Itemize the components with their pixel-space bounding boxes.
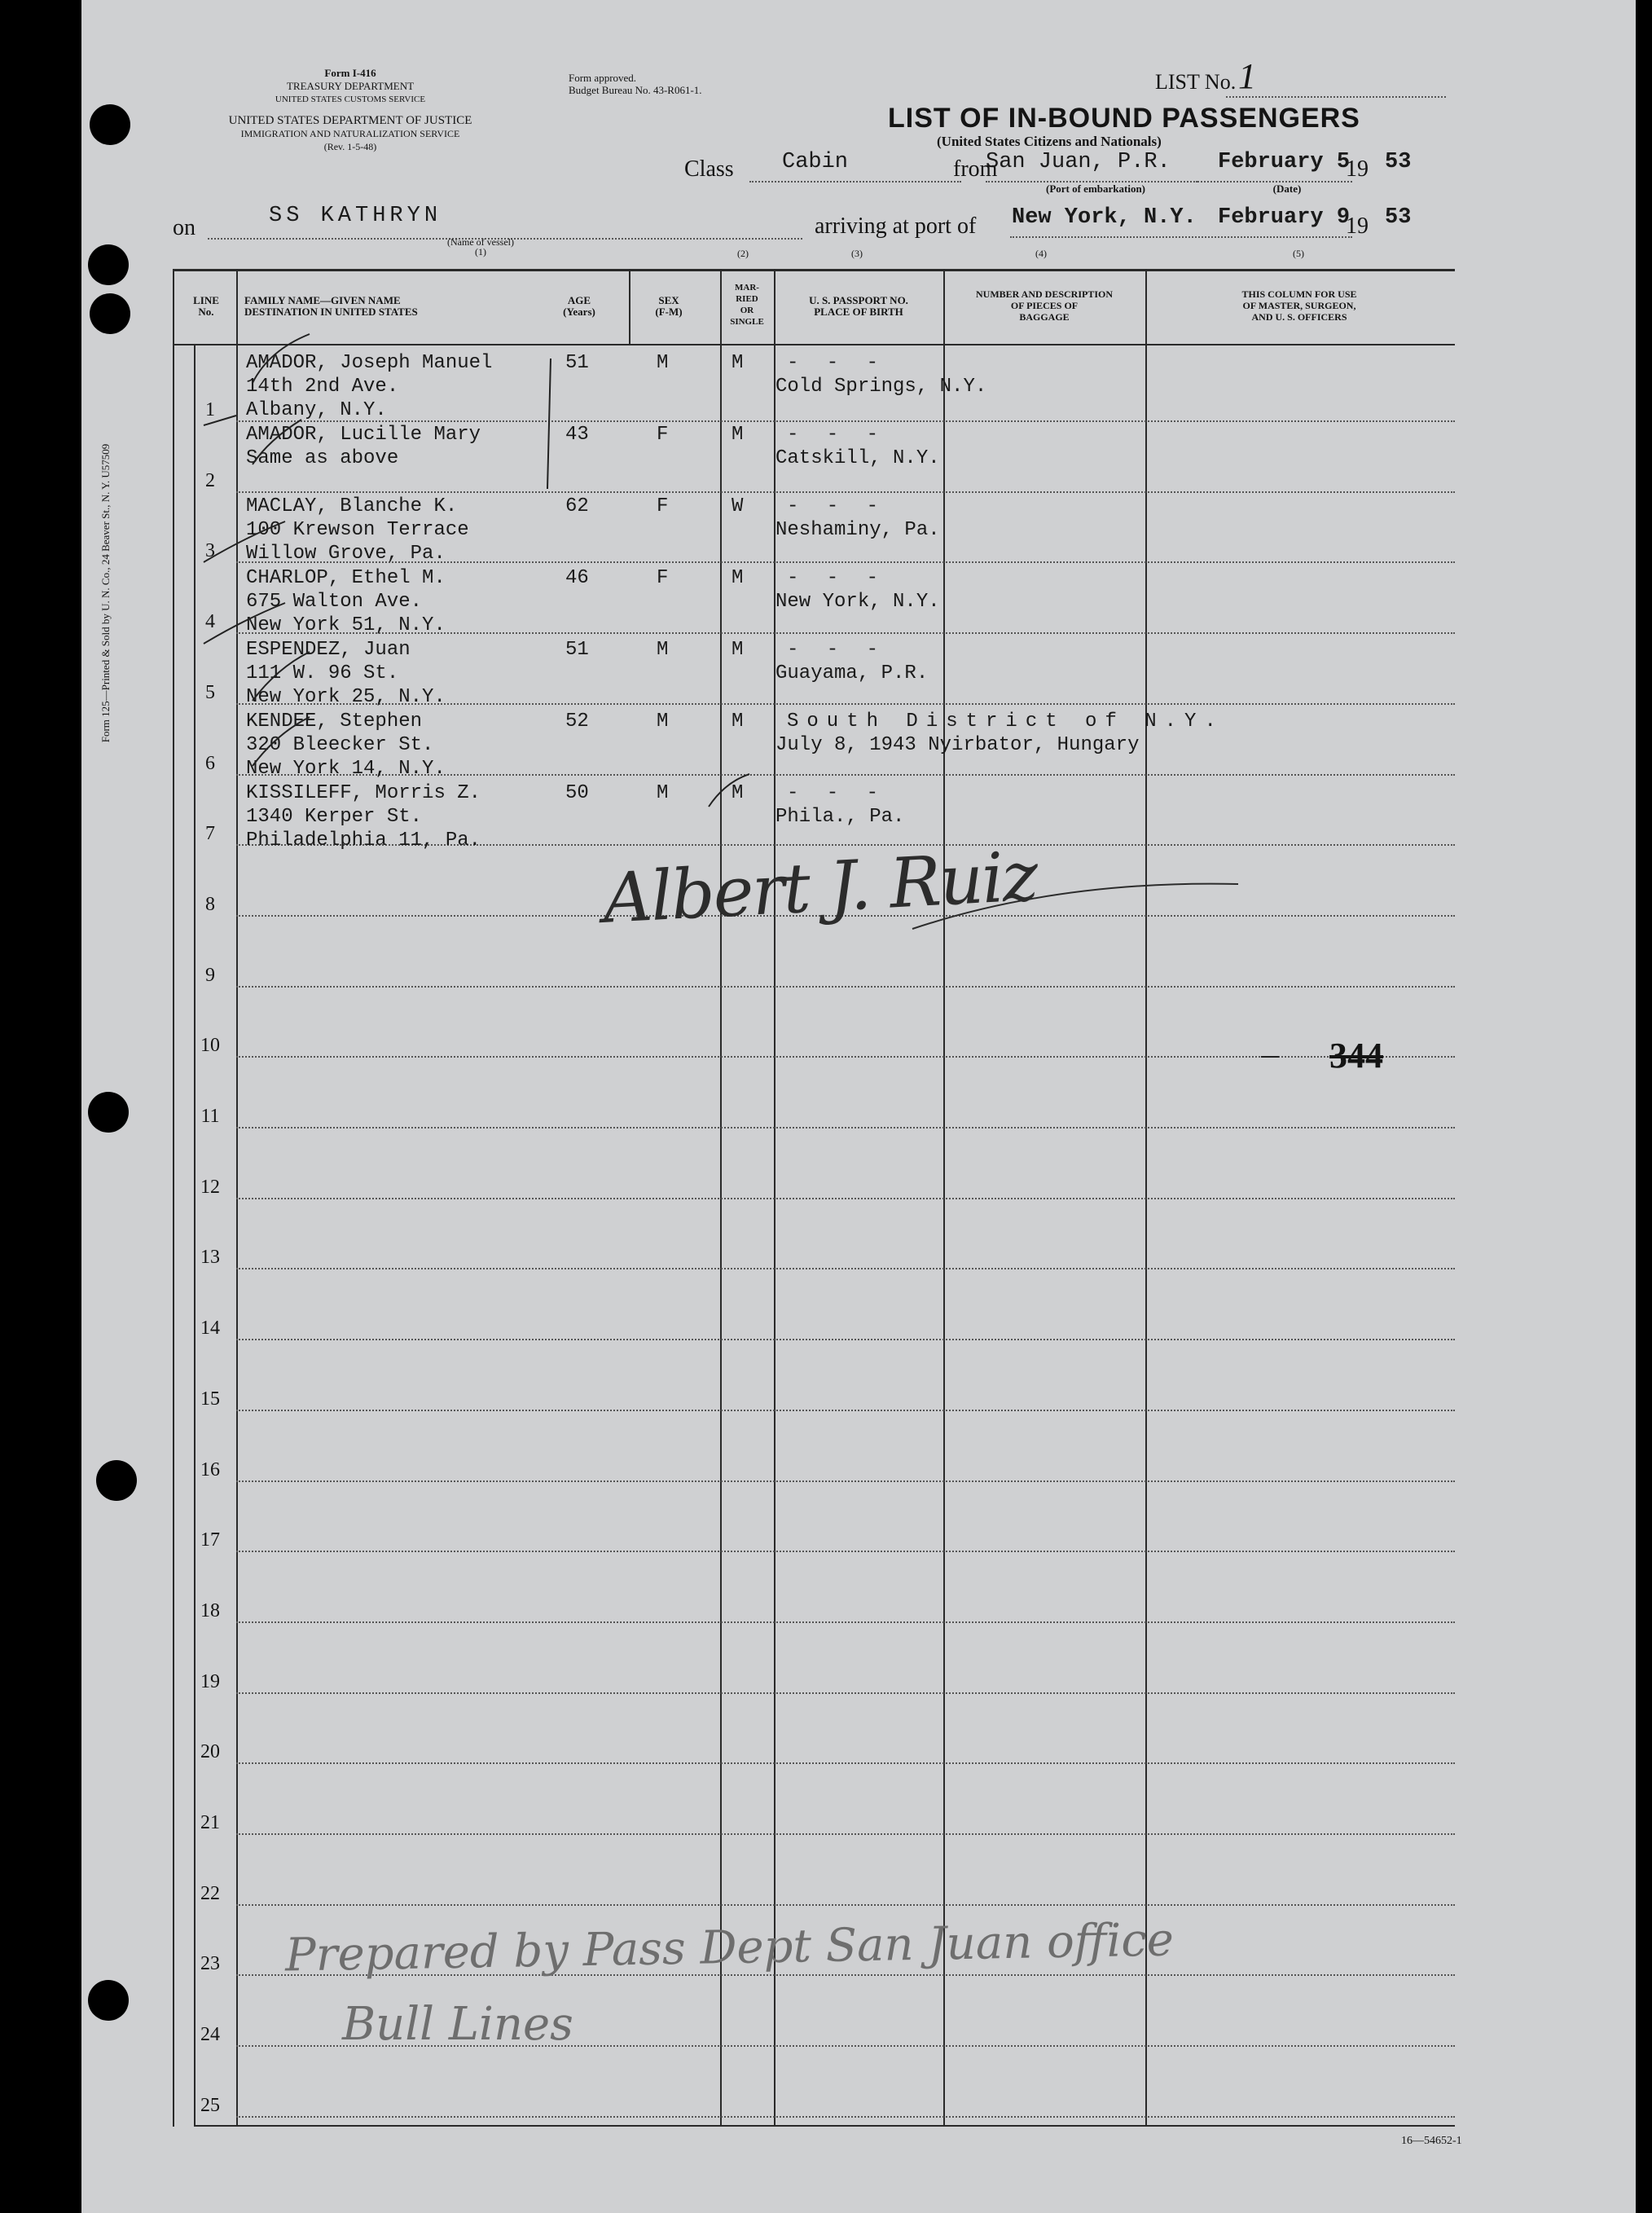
passenger-name: CHARLOP, Ethel M.: [246, 567, 446, 589]
passenger-address-1: 100 Krewson Terrace: [246, 519, 469, 541]
col-head-baggage: NUMBER AND DESCRIPTION OF PIECES OF BAGGAGE: [975, 288, 1114, 323]
check-mark: [204, 416, 236, 425]
date-caption: (Date): [1272, 183, 1302, 195]
passenger-name: KENDEE, Stephen: [246, 711, 423, 733]
row-number: 12: [200, 1176, 220, 1198]
passenger-passport: - - -: [787, 352, 887, 374]
row-number: 14: [200, 1318, 220, 1340]
officer-signature: Albert J. Ruiz: [600, 836, 1039, 939]
col5-num: (5): [1293, 248, 1304, 259]
passenger-address-2: New York 25, N.Y.: [246, 686, 446, 708]
passenger-address-1: 111 W. 96 St.: [246, 662, 399, 684]
tick-mark: [253, 652, 310, 701]
row-number: 2: [205, 469, 215, 491]
tick-mark: [204, 521, 285, 562]
row-number: 15: [200, 1388, 220, 1410]
col-head-married: MAR- RIED OR SINGLE: [730, 283, 764, 327]
class-value: Cabin: [782, 150, 849, 174]
passenger-name: AMADOR, Lucille Mary: [246, 424, 481, 446]
list-no-value: 1: [1238, 56, 1256, 96]
passenger-age: 62: [565, 495, 589, 517]
col-head-name: FAMILY NAME—GIVEN NAME DESTINATION IN UNITED STATES: [244, 294, 418, 318]
passenger-birthplace: Neshaminy, Pa.: [775, 519, 940, 541]
passenger-passport: - - -: [787, 495, 887, 517]
list-no-label: LIST No.: [1155, 70, 1237, 94]
passenger-name: ESPENDEZ, Juan: [246, 639, 411, 661]
passenger-age: 51: [565, 352, 589, 374]
col4-num: (4): [1035, 248, 1047, 259]
passenger-passport: - - -: [787, 639, 887, 661]
on-label: on: [173, 215, 196, 240]
departure-date: February 5: [1218, 150, 1351, 174]
passenger-name: KISSILEFF, Morris Z.: [246, 782, 481, 804]
passenger-address-2: Philadelphia 11, Pa.: [246, 829, 481, 851]
row-number: 9: [205, 964, 215, 986]
vessel-name: SS KATHRYN: [269, 204, 442, 228]
passenger-address-2: Willow Grove, Pa.: [246, 543, 446, 565]
passenger-passport: South District of N.Y.: [787, 711, 1224, 733]
passenger-marital: M: [732, 424, 744, 446]
col-head-officers: THIS COLUMN FOR USE OF MASTER, SURGEON, AND U. S. OFFICERS: [1241, 288, 1357, 323]
vessel-col-num: (1): [475, 246, 486, 257]
passenger-birthplace: Guayama, P.R.: [775, 662, 929, 684]
passenger-marital: M: [732, 782, 744, 804]
year-prefix: 19: [1346, 156, 1369, 182]
stamp-dash: [1261, 1056, 1279, 1058]
handwritten-note-line1: Prepared by Pass Dept San Juan office: [284, 1913, 1175, 1982]
passenger-birthplace: Phila., Pa.: [775, 806, 905, 828]
row-number: 21: [200, 1812, 220, 1833]
passenger-age: 52: [565, 711, 589, 733]
passenger-address-1: 675 Walton Ave.: [246, 591, 423, 613]
passenger-sex: M: [657, 639, 669, 661]
stamp-number: 344: [1329, 1036, 1383, 1076]
row-number: 20: [200, 1741, 220, 1763]
page-title: LIST OF IN-BOUND PASSENGERS: [888, 103, 1360, 134]
class-label: Class: [684, 156, 734, 182]
tick-mark: [253, 420, 301, 464]
year-value: 53: [1385, 150, 1412, 174]
passenger-marital: M: [732, 352, 744, 374]
passenger-address-2: Albany, N.Y.: [246, 399, 387, 421]
col-head-passport: U. S. PASSPORT NO. PLACE OF BIRTH: [809, 294, 908, 318]
passenger-birthplace: Catskill, N.Y.: [775, 447, 940, 469]
treasury-dept: TREASURY DEPARTMENT: [286, 80, 415, 92]
customs-service: UNITED STATES CUSTOMS SERVICE: [275, 95, 426, 104]
passenger-birthplace: New York, N.Y.: [775, 591, 940, 613]
passenger-sex: F: [657, 495, 669, 517]
revision: (Rev. 1-5-48): [323, 141, 377, 152]
row-number: 11: [200, 1106, 220, 1127]
col2-num: (2): [737, 248, 749, 259]
row-number: 18: [200, 1599, 220, 1621]
passenger-address-1: 320 Bleecker St.: [246, 734, 434, 756]
handwritten-note-line2: Bull Lines: [342, 1998, 573, 2051]
passenger-marital: M: [732, 639, 744, 661]
passenger-marital: M: [732, 567, 744, 589]
row-number: 19: [200, 1670, 220, 1692]
row-number: 24: [200, 2024, 220, 2046]
passenger-sex: F: [657, 567, 669, 589]
col3-num: (3): [851, 248, 863, 259]
tick-mark: [204, 603, 285, 644]
passenger-sex: M: [657, 352, 669, 374]
side-imprint: Form 125—Printed & Sold by U. N. Co., 24 Beaver St., N. Y. U57509: [99, 443, 112, 743]
passenger-address-2: New York 51, N.Y.: [246, 614, 446, 636]
arrival-date: February 9: [1218, 205, 1351, 230]
vessel-caption: (Name of vessel): [447, 236, 514, 248]
passenger-sex: M: [657, 711, 669, 733]
passenger-age: 51: [565, 639, 589, 661]
arrival-year: 53: [1385, 205, 1412, 230]
row-number: 23: [200, 1953, 220, 1975]
passenger-address-1: 1340 Kerper St.: [246, 806, 423, 828]
row-number: 25: [200, 2094, 220, 2116]
col-head-age: AGE (Years): [563, 294, 595, 318]
row-number: 17: [200, 1529, 220, 1551]
col-head-line: LINE No.: [193, 294, 219, 318]
passenger-address-1: Same as above: [246, 447, 399, 469]
passenger-age: 43: [565, 424, 589, 446]
passenger-name: AMADOR, Joseph Manuel: [246, 352, 493, 374]
tick-mark: [709, 774, 749, 807]
page-subtitle: (United States Citizens and Nationals): [937, 134, 1162, 149]
row-number: 16: [200, 1458, 220, 1480]
port-embark-caption: (Port of embarkation): [1045, 183, 1146, 195]
passenger-passport: - - -: [787, 567, 887, 589]
passenger-sex: F: [657, 424, 669, 446]
row-number: 13: [200, 1247, 220, 1269]
justice-dept: UNITED STATES DEPARTMENT OF JUSTICE: [228, 114, 472, 127]
col-head-sex: SEX (F-M): [655, 294, 683, 318]
from-label: from: [953, 156, 998, 182]
arrival-year-prefix: 19: [1346, 213, 1369, 239]
passenger-age: 46: [565, 567, 589, 589]
row-number: 4: [205, 611, 215, 633]
passenger-address-1: 14th 2nd Ave.: [246, 376, 399, 398]
row-number: 7: [205, 823, 215, 845]
from-value: San Juan, P.R.: [986, 150, 1171, 174]
row-number: 5: [205, 681, 215, 703]
row-number: 6: [205, 752, 215, 774]
arrival-port: New York, N.Y.: [1012, 205, 1197, 230]
row-number: 22: [200, 1882, 220, 1904]
tick-mark: [253, 717, 310, 766]
row-number: 10: [200, 1035, 220, 1057]
row-number: 3: [205, 540, 215, 562]
family-bracket: [547, 359, 551, 489]
tick-mark: [253, 334, 310, 383]
row-number: 1: [205, 399, 215, 420]
passenger-passport: - - -: [787, 782, 887, 804]
passenger-birthplace: Cold Springs, N.Y.: [775, 376, 987, 398]
passenger-sex: M: [657, 782, 669, 804]
passenger-age: 50: [565, 782, 589, 804]
passenger-marital: W: [732, 495, 744, 517]
row-number: 8: [205, 893, 215, 915]
form-approved: Form approved.: [569, 72, 637, 84]
passenger-address-2: New York 14, N.Y.: [246, 758, 446, 780]
ins-service: IMMIGRATION AND NATURALIZATION SERVICE: [240, 128, 460, 139]
footer-code: 16—54652-1: [1401, 2135, 1462, 2147]
passenger-marital: M: [732, 711, 744, 733]
budget-bureau: Budget Bureau No. 43-R061-1.: [569, 84, 702, 96]
passenger-name: MACLAY, Blanche K.: [246, 495, 458, 517]
passenger-passport: - - -: [787, 424, 887, 446]
form-number: Form I-416: [324, 67, 376, 79]
arriving-label: arriving at port of: [815, 213, 977, 239]
passenger-birthplace: July 8, 1943 Nyirbator, Hungary: [775, 734, 1140, 756]
